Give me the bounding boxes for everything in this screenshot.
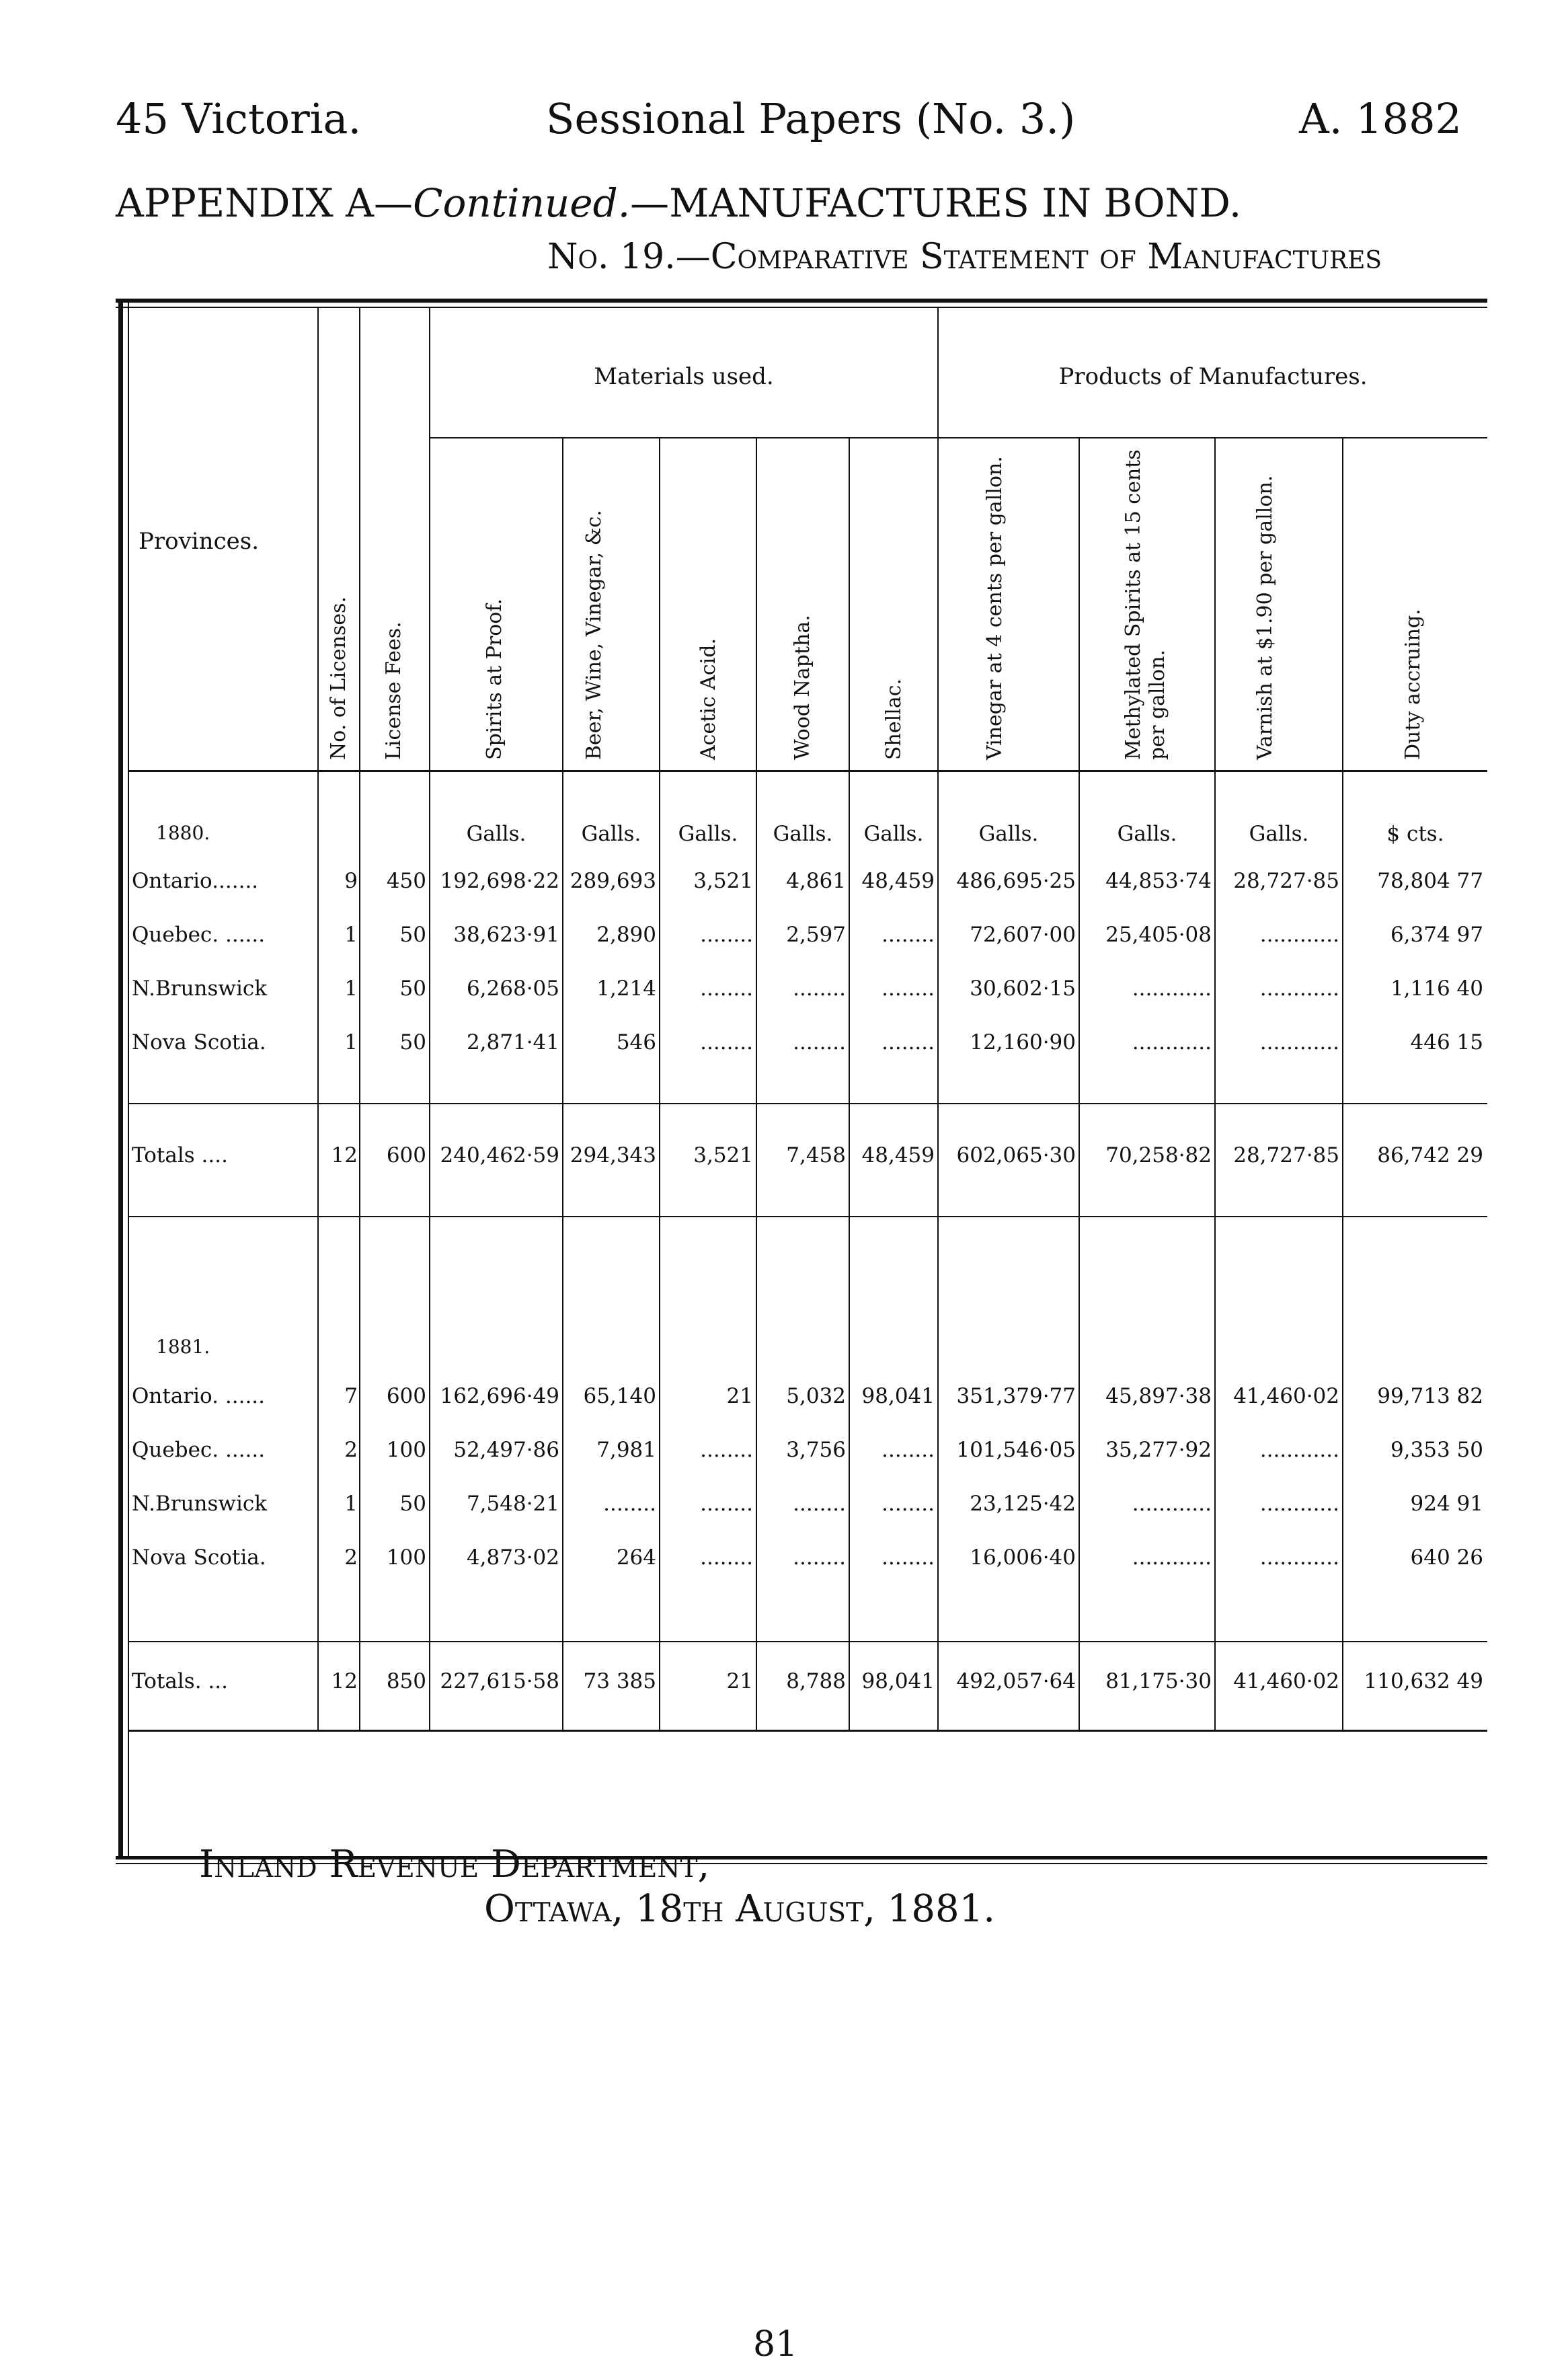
table-cell: 72,607·00 bbox=[970, 923, 1076, 947]
table-cell: ........ bbox=[881, 976, 935, 1001]
table-cell: ........ bbox=[700, 1030, 753, 1054]
table-cell: 2 bbox=[344, 1438, 358, 1462]
table-cell: 73 385 bbox=[583, 1669, 656, 1693]
province-name: N.Brunswick bbox=[132, 1492, 268, 1516]
province-name: Quebec. ...... bbox=[132, 923, 266, 947]
table-cell: 12,160·90 bbox=[970, 1030, 1076, 1054]
column-header-methylated-spirits: Methylated Spirits at 15 cents per gallon. bbox=[1122, 449, 1169, 760]
column-header-license-fees: License Fees. bbox=[382, 621, 405, 760]
unit-label: Galls. bbox=[773, 822, 833, 846]
table-cell: 240,462·59 bbox=[440, 1143, 559, 1167]
table-cell: 12 bbox=[331, 1143, 358, 1167]
group-header-materials: Materials used. bbox=[594, 363, 774, 390]
group-divider-line bbox=[430, 437, 1487, 438]
table-cell: 5,032 bbox=[786, 1384, 846, 1408]
table-cell: 546 bbox=[616, 1030, 656, 1054]
table-cell: 98,041 bbox=[861, 1384, 935, 1408]
table-cell: 7 bbox=[344, 1384, 358, 1408]
table-cell: 850 bbox=[386, 1669, 426, 1693]
header-bottom-rule bbox=[128, 770, 1487, 772]
table-cell: ........ bbox=[793, 976, 846, 1001]
table-cell: 101,546·05 bbox=[956, 1438, 1076, 1462]
table-cell: ........ bbox=[700, 923, 753, 947]
province-name: Nova Scotia. bbox=[132, 1030, 266, 1054]
table-cell: 7,458 bbox=[786, 1143, 846, 1167]
appendix-continued: Continued. bbox=[413, 180, 631, 226]
table-cell: 446 15 bbox=[1410, 1030, 1483, 1054]
table-cell: ............ bbox=[1132, 1492, 1212, 1516]
column-header-vinegar: Vinegar at 4 cents per gallon. bbox=[983, 456, 1007, 760]
table-cell: ........ bbox=[700, 976, 753, 1001]
table-cell: 640 26 bbox=[1410, 1545, 1483, 1570]
col-divider bbox=[1079, 438, 1080, 1730]
table-cell: ........ bbox=[881, 1030, 935, 1054]
table-cell: 28,727·85 bbox=[1233, 1143, 1339, 1167]
table-cell: 21 bbox=[726, 1384, 753, 1408]
table-top-rule-thin bbox=[116, 307, 1487, 308]
totals-rule-top bbox=[128, 1103, 1487, 1104]
table-cell: 78,804 77 bbox=[1377, 869, 1483, 893]
table-left-border-thin bbox=[128, 299, 129, 1859]
appendix-subject: —MANUFACTURES IN BOND. bbox=[630, 180, 1242, 226]
table-cell: 924 91 bbox=[1410, 1492, 1483, 1516]
table-cell: 45,897·38 bbox=[1105, 1384, 1212, 1408]
table-cell: 2 bbox=[344, 1545, 358, 1570]
table-cell: 48,459 bbox=[861, 869, 935, 893]
table-cell: 9,353 50 bbox=[1390, 1438, 1483, 1462]
table-cell: 7,981 bbox=[596, 1438, 656, 1462]
table-cell: 3,521 bbox=[693, 1143, 753, 1167]
province-name: Quebec. ...... bbox=[132, 1438, 266, 1462]
column-header-duty-accruing: Duty accruing. bbox=[1401, 609, 1425, 760]
table-cell: 50 bbox=[399, 1030, 426, 1054]
table-cell: ........ bbox=[793, 1492, 846, 1516]
table-cell: ........ bbox=[881, 1545, 935, 1570]
table-cell: 492,057·64 bbox=[956, 1669, 1076, 1693]
table-left-border bbox=[118, 299, 123, 1859]
table-cell: 6,374 97 bbox=[1390, 923, 1483, 947]
table-cell: 48,459 bbox=[861, 1143, 935, 1167]
table-cell: 4,861 bbox=[786, 869, 846, 893]
totals-rule-top bbox=[128, 1641, 1487, 1642]
page-number: 81 bbox=[753, 2324, 798, 2365]
province-name: Ontario....... bbox=[132, 869, 259, 893]
table-cell: ........ bbox=[881, 923, 935, 947]
table-cell: 1 bbox=[344, 1492, 358, 1516]
table-cell: 162,696·49 bbox=[440, 1384, 559, 1408]
table-cell: ........ bbox=[793, 1030, 846, 1054]
column-header-provinces: Provinces. bbox=[139, 528, 259, 555]
table-cell: 30,602·15 bbox=[970, 976, 1076, 1001]
unit-label: Galls. bbox=[978, 822, 1039, 846]
header-sessional-papers: Sessional Papers (No. 3.) bbox=[546, 94, 1076, 143]
table-cell: ........ bbox=[700, 1438, 753, 1462]
column-header-spirits: Spirits at Proof. bbox=[483, 599, 506, 760]
col-divider bbox=[756, 438, 757, 1730]
table-cell: 264 bbox=[616, 1545, 656, 1570]
table-cell: 192,698·22 bbox=[440, 869, 559, 893]
column-header-no-licenses: No. of Licenses. bbox=[327, 596, 350, 760]
table-cell: ............ bbox=[1132, 1030, 1212, 1054]
signature-location-date: Ottawa, 18th August, 1881. bbox=[484, 1887, 996, 1931]
table-top-rule bbox=[116, 299, 1487, 303]
table-cell: 100 bbox=[386, 1545, 426, 1570]
table-cell: 52,497·86 bbox=[453, 1438, 559, 1462]
table-cell: 2,871·41 bbox=[466, 1030, 559, 1054]
section-year-1880: 1880. bbox=[156, 822, 210, 844]
table-cell: 99,713 82 bbox=[1377, 1384, 1483, 1408]
province-name: Totals .... bbox=[132, 1143, 228, 1167]
province-name: Ontario. ...... bbox=[132, 1384, 266, 1408]
column-header-varnish: Varnish at $1.90 per gallon. bbox=[1253, 475, 1277, 760]
col-divider bbox=[429, 307, 430, 1730]
unit-label: Galls. bbox=[466, 822, 526, 846]
table-cell: 1,214 bbox=[596, 976, 656, 1001]
table-cell: 289,693 bbox=[570, 869, 656, 893]
table-cell: 35,277·92 bbox=[1105, 1438, 1212, 1462]
table-cell: ............ bbox=[1132, 976, 1212, 1001]
table-cell: ............ bbox=[1259, 1438, 1339, 1462]
unit-label: $ cts. bbox=[1386, 822, 1444, 846]
table-cell: 41,460·02 bbox=[1233, 1669, 1339, 1693]
province-name: N.Brunswick bbox=[132, 976, 268, 1001]
appendix-prefix: APPENDIX A— bbox=[116, 180, 414, 226]
col-divider bbox=[1214, 438, 1216, 1730]
table-cell: 50 bbox=[399, 1492, 426, 1516]
table-cell: 450 bbox=[386, 869, 426, 893]
col-divider bbox=[659, 438, 660, 1730]
table-cell: 1 bbox=[344, 923, 358, 947]
table-cell: 2,597 bbox=[786, 923, 846, 947]
header-volume: 45 Victoria. bbox=[116, 94, 362, 143]
column-header-beer-wine: Beer, Wine, Vinegar, &c. bbox=[582, 510, 606, 760]
table-cell: 21 bbox=[726, 1669, 753, 1693]
table-bottom-rule bbox=[128, 1730, 1487, 1732]
table-cell: 6,268·05 bbox=[466, 976, 559, 1001]
table-cell: 98,041 bbox=[861, 1669, 935, 1693]
table-cell: ............ bbox=[1132, 1545, 1212, 1570]
table-cell: ........ bbox=[793, 1545, 846, 1570]
col-divider bbox=[1342, 438, 1343, 1730]
col-divider bbox=[317, 307, 319, 1730]
table-cell: 1,116 40 bbox=[1390, 976, 1483, 1001]
table-cell: 3,756 bbox=[786, 1438, 846, 1462]
table-cell: 44,853·74 bbox=[1105, 869, 1212, 893]
table-cell: 294,343 bbox=[570, 1143, 656, 1167]
table-cell: 2,890 bbox=[596, 923, 656, 947]
unit-label: Galls. bbox=[1117, 822, 1177, 846]
table-cell: 50 bbox=[399, 976, 426, 1001]
col-divider bbox=[937, 307, 939, 1730]
table-cell: ........ bbox=[881, 1438, 935, 1462]
table-cell: 1 bbox=[344, 1030, 358, 1054]
table-cell: 600 bbox=[386, 1143, 426, 1167]
unit-label: Galls. bbox=[581, 822, 641, 846]
header-year: A. 1882 bbox=[1299, 94, 1462, 143]
unit-label: Galls. bbox=[863, 822, 924, 846]
table-cell: 600 bbox=[386, 1384, 426, 1408]
table-cell: ............ bbox=[1259, 1492, 1339, 1516]
table-cell: 28,727·85 bbox=[1233, 869, 1339, 893]
signature-department: Inland Revenue Department, bbox=[199, 1843, 710, 1886]
table-cell: ........ bbox=[603, 1492, 656, 1516]
table-cell: 7,548·21 bbox=[466, 1492, 559, 1516]
section-year-1881: 1881. bbox=[156, 1336, 210, 1358]
table-cell: 23,125·42 bbox=[970, 1492, 1076, 1516]
table-cell: ........ bbox=[881, 1492, 935, 1516]
table-cell: ............ bbox=[1259, 1030, 1339, 1054]
table-cell: ............ bbox=[1259, 976, 1339, 1001]
table-cell: ........ bbox=[700, 1545, 753, 1570]
table-cell: 100 bbox=[386, 1438, 426, 1462]
group-header-products: Products of Manufactures. bbox=[1058, 363, 1368, 390]
table-cell: 351,379·77 bbox=[956, 1384, 1076, 1408]
column-header-wood-naptha: Wood Naptha. bbox=[791, 615, 814, 760]
table-cell: 12 bbox=[331, 1669, 358, 1693]
unit-label: Galls. bbox=[678, 822, 738, 846]
col-divider bbox=[359, 307, 360, 1730]
col-divider bbox=[562, 438, 563, 1730]
table-cell: ............ bbox=[1259, 923, 1339, 947]
appendix-title bbox=[116, 180, 1241, 226]
table-cell: 9 bbox=[344, 869, 358, 893]
table-cell: 16,006·40 bbox=[970, 1545, 1076, 1570]
table-cell: 25,405·08 bbox=[1105, 923, 1212, 947]
table-cell: 50 bbox=[399, 923, 426, 947]
table-cell: 4,873·02 bbox=[466, 1545, 559, 1570]
table-cell: ........ bbox=[700, 1492, 753, 1516]
table-cell: 486,695·25 bbox=[956, 869, 1076, 893]
col-divider bbox=[849, 438, 850, 1730]
table-cell: 81,175·30 bbox=[1105, 1669, 1212, 1693]
table-cell: 227,615·58 bbox=[440, 1669, 559, 1693]
table-cell: 65,140 bbox=[583, 1384, 656, 1408]
table-cell: 70,258·82 bbox=[1105, 1143, 1212, 1167]
unit-label: Galls. bbox=[1249, 822, 1309, 846]
province-name: Totals. ... bbox=[132, 1669, 228, 1693]
table-cell: 1 bbox=[344, 976, 358, 1001]
statement-title: No. 19.—Comparative Statement of Manufactures bbox=[547, 237, 1382, 277]
table-cell: 38,623·91 bbox=[453, 923, 559, 947]
province-name: Nova Scotia. bbox=[132, 1545, 266, 1570]
table-cell: 3,521 bbox=[693, 869, 753, 893]
table-cell: 110,632 49 bbox=[1364, 1669, 1483, 1693]
table-cell: 8,788 bbox=[786, 1669, 846, 1693]
table-cell: 86,742 29 bbox=[1377, 1143, 1483, 1167]
totals-rule-bottom bbox=[128, 1216, 1487, 1217]
table-cell: 602,065·30 bbox=[956, 1143, 1076, 1167]
column-header-acetic-acid: Acetic Acid. bbox=[697, 638, 720, 760]
column-header-shellac: Shellac. bbox=[882, 678, 906, 760]
table-cell: ............ bbox=[1259, 1545, 1339, 1570]
table-cell: 41,460·02 bbox=[1233, 1384, 1339, 1408]
